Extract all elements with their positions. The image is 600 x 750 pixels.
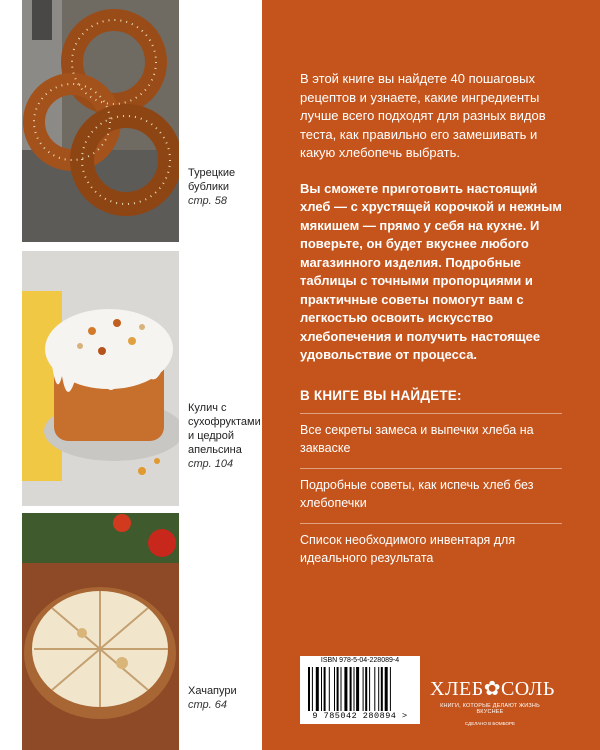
features-heading: В КНИГЕ ВЫ НАЙДЕТЕ:	[300, 387, 462, 403]
list-item: Подробные советы, как испечь хлеб без хлебопечки	[300, 468, 562, 523]
publisher-slogan: КНИГИ, КОТОРЫЕ ДЕЛАЮТ ЖИЗНЬ ВКУСНЕЕ	[440, 703, 540, 715]
intro-paragraph: В этой книге вы найдете 40 пошаговых рецептов и узнаете, какие ингредиенты лучше всего подходят для разных видов теста, как правильно его замешивать и какую хлебопечь выбрать.	[300, 71, 546, 160]
photo-kulich	[22, 251, 179, 506]
photo-khachapuri	[22, 513, 179, 750]
highlight-paragraph: Вы сможете приготовить настоящий хлеб — с хрустящей корочкой и нежным мякишем — прямо у себя на кухне. И поверьте, он будет вкуснее любого магазинного изделия. Подробные таблицы с точными пропорциями и практичные советы помогут вам с легкостью освоить искусство хлебопечения и получить настоящее удовольствие от процесса.	[300, 180, 562, 362]
publisher-sub: СДЕЛАНО В БОМБОРЕ	[465, 721, 515, 726]
barcode-box	[300, 656, 420, 724]
isbn-label: ISBN 978-5-04-228089-4	[320, 657, 400, 664]
caption-page: стр. 58	[188, 195, 228, 207]
photo-turkish-bagels	[22, 0, 179, 242]
text-panel	[262, 0, 600, 750]
barcode-icon	[308, 667, 412, 711]
barcode-digits: 9 785042 280894 >	[312, 711, 408, 721]
text-content	[300, 70, 562, 578]
photo-column	[0, 0, 262, 750]
caption-page: стр. 64	[188, 699, 228, 711]
list-item: Все секреты замеса и выпечки хлеба на закваске	[300, 413, 562, 468]
features-list	[300, 413, 562, 578]
caption-title: Кулич с сухофруктами и цедрой апельсина	[188, 402, 261, 456]
publisher-logo	[430, 676, 555, 726]
publisher-name: ХЛЕБ✿СОЛЬ	[430, 678, 555, 700]
caption-title: Хачапури	[188, 685, 237, 697]
caption-turkish-bagels	[188, 166, 250, 208]
caption-khachapuri	[188, 684, 237, 712]
caption-kulich	[188, 401, 264, 471]
list-item: Список необходимого инвентаря для идеального результата	[300, 523, 562, 578]
caption-page: стр. 104	[188, 458, 234, 470]
caption-title: Турецкие бублики	[188, 167, 236, 193]
